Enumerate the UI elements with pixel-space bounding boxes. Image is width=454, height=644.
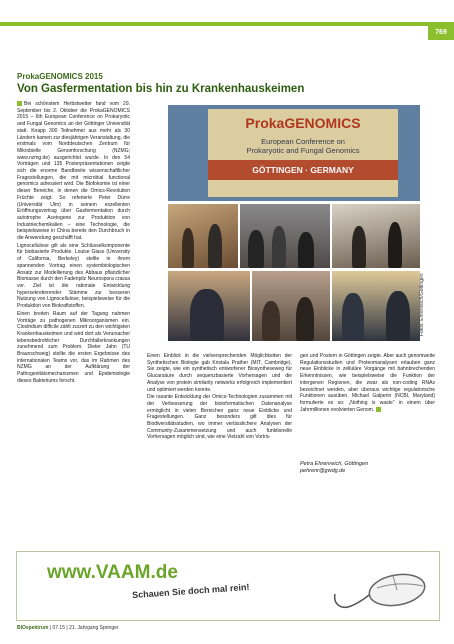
person-silhouette xyxy=(298,232,314,268)
person-silhouette xyxy=(296,297,314,341)
article-headline: Von Gasfermentation bis hin zu Krankenhauskeimen xyxy=(17,83,305,95)
paragraph-start-marker xyxy=(17,101,22,106)
person-silhouette xyxy=(190,289,224,341)
ad-url-link[interactable]: www.VAAM.de xyxy=(47,562,178,583)
author-signature xyxy=(300,461,368,475)
banner-subtitle-line-2: Prokaryotic and Fungal Genomics xyxy=(246,146,360,155)
paragraph: Lignocellulose gilt als eine Schlüsselkomponente für biobasierte Produkte. Louise Glass (University of California, Berkeley) stellte in ihrem spannenden Vortrag einen systembiologischen Ansatz zur Modellierung des Abbaus pflanzlicher Biomasse durch den Fadenpilz Neurospora crassa vor. Ziel ist die rationale Entwicklung hypersekretierender Stämme zur besseren Nutzung von Lignocellulose, beispielsweise für die Produktion von Biokraftstoffen. xyxy=(17,242,130,310)
paragraph: Einen breiten Raum auf der Tagung nahmen Vorträge zu pathogenen Mikroorganismen ein. Clostridium difficile zählt zurzeit zu den wichtigsten Krankenhauskeimen und wird dort als Verursacher lebensbedrohlicher Durchfallerkrankungen zunehmend zum Problem. Dieter Jahn (TU Braunschweig) stellte die ersten Ergebnisse des internationalen Teams vor, das im Rahmen des NZMG an der Aufklärung der Pathogenitätsmechanismen und Epidemiologie dieses Bakteriums forscht. xyxy=(17,310,130,384)
paragraph: Die rasante Entwicklung der Omics-Technologien zusammen mit der Verbesserung der bioinformatischen Datenanalyse ermöglicht in vielen Bereichen ganz neue Einblicke und Fragestellungen. Ganz besonders gilt dies für Biodiversitätsstudien, wo immer verlässlichere Analysen der Community-Zusammensetzung und auch funktionelle Vorhersagen möglich sind, wie eine Vielzahl von Vorträ- xyxy=(147,394,292,441)
person-silhouette xyxy=(208,224,222,268)
person-silhouette xyxy=(388,222,402,268)
page-number: 769 xyxy=(428,26,454,40)
banner-subtitle-line-1: European Conference on xyxy=(261,137,345,146)
person-silhouette xyxy=(248,230,264,268)
issue-info: | 07.15 | 21. Jahrgang xyxy=(49,625,99,631)
publisher-logo: Springer xyxy=(99,625,119,631)
article-kicker: ProkaGENOMICS 2015 xyxy=(17,72,103,81)
author-name: Petra Ehrenreich, Göttingen xyxy=(300,461,369,467)
poster-session-photo xyxy=(168,204,238,268)
person-silhouette xyxy=(386,291,410,341)
computer-mouse-icon xyxy=(331,564,427,612)
audience-photo xyxy=(252,271,330,341)
vaam-advertisement[interactable] xyxy=(16,551,440,621)
person-silhouette xyxy=(182,228,194,268)
author-email[interactable]: pehrenr@gwdg.de xyxy=(300,468,346,474)
paragraph: Einen Einblick in die vielversprechenden Möglichkeiten der Synthetischen Biologie gab Kristala Prather (MIT, Cambridge). Sie zeigte, wie ein synthetisch entworfener Biosyntheseweg für Glucarsäure durch sequenzbasierte Vorhersagen und die Analyse von protein similarity networks erfolgreich implementiert und optimiert werden konnte. xyxy=(147,353,292,393)
paragraph: Bei schönstem Herbstwetter fand vom 29. September bis 2. Oktober die ProkaGENOMICS 2015 – 6th European Conference on Prokaryotic and Fungal Genomics an der Göttinger Universität statt. Knapp 300 Teilnehmer aus mehr als 30 Ländern kamen zur diesjährigen Veranstaltung, die erstmals vom Norddeutschen Zentrum für Mikrobielle Genomforschung (NZMG; www.nzmg.de) ausgerichtet wurde. In den 54 Vorträgen und 135 Posterpräsentationen zeigte sich die enorme Bandbreite wissenschaftlicher Fragestellungen, die mit microbial functional genomics adressiert wird. Die Biofokomie ist einer dieser Bereiche, in denen die Omics-Revolution Früchte zeigt. So referierte Peter Dürre (Universität Ulm) in seinem exzellenten Eröffnungsvortrag über Gasfermentation durch autotrophe Acetogene zur Produktion von Industriechemikalien – eine Technologie, die beispielsweise in China bereits den Durchbruch in die Anwendung geschafft hat. xyxy=(17,101,130,242)
banner-title: ProkaGENOMICS xyxy=(245,115,361,131)
article-column-2 xyxy=(147,353,292,475)
group-portrait-photo xyxy=(332,271,420,341)
article-end-marker xyxy=(376,407,381,412)
speaker-portrait-photo xyxy=(168,271,250,341)
person-silhouette xyxy=(342,293,364,341)
journal-name: BIOspektrum xyxy=(17,625,49,631)
banner-sign xyxy=(208,109,398,197)
page-footer xyxy=(17,625,119,631)
foyer-photo xyxy=(332,204,420,268)
top-accent-bar xyxy=(0,22,454,26)
banner-city: GÖTTINGEN · GERMANY xyxy=(208,160,398,180)
banner-subtitle xyxy=(208,137,398,155)
conference-banner-photo xyxy=(168,105,420,201)
paragraph: gen und Postern in Göttingen zeigte. Aber auch genomweite Regulationsstudien und Proteomanalysen erlauben ganz neue Einblicke in zelluläre Vorgänge mit bahnbrechenden Erkenntnissen, wie beispielsweise die Funktion der intergenen Regionen, die zwar als non-coding RNAs bezeichnet werden, aber überaus wichtige regulatorische Funktionen ausüben. Michael Galperin (NCBI, Maryland) formulierte es so: „Nothing is waste“ in einem über Jahrmillionen evolvierten Genom. xyxy=(300,353,435,413)
person-silhouette xyxy=(262,301,280,341)
person-silhouette xyxy=(352,226,366,268)
article-column-3 xyxy=(300,353,435,448)
lecture-hall-photo xyxy=(240,204,330,268)
article-column-1 xyxy=(17,101,130,511)
photo-credit: Fotos: Ehrenreich/Göttingen xyxy=(419,273,425,336)
person-silhouette xyxy=(272,226,286,268)
ad-tagline: Schauen Sie doch mal rein! xyxy=(131,581,250,601)
